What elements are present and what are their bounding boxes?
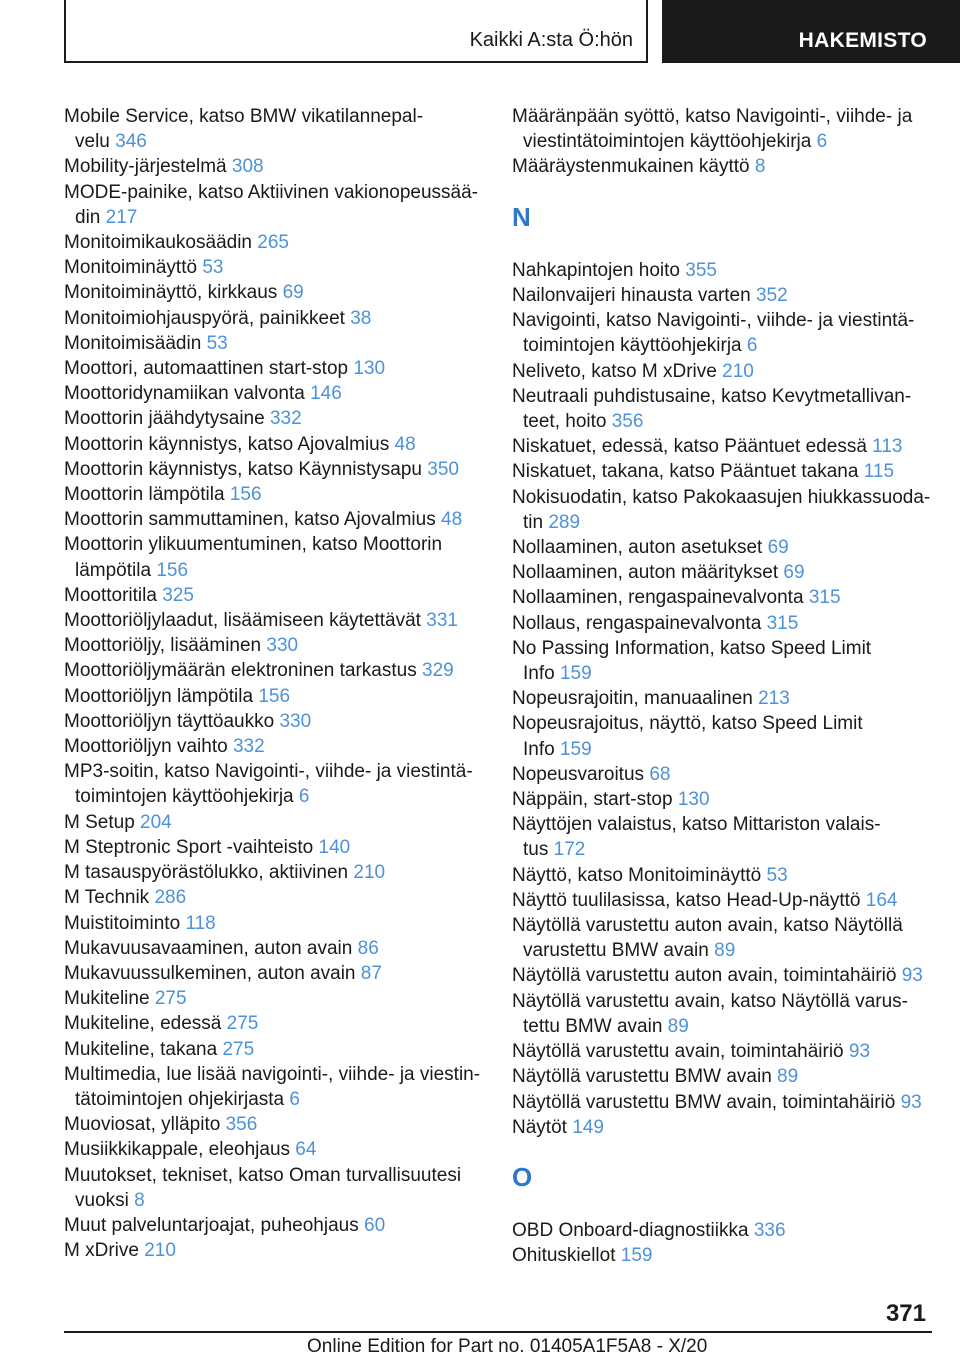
index-entry-text: Multimedia, lue lisää navigointi-, viihde- ja viestin- (64, 1063, 481, 1085)
index-entry-continuation: tus (523, 839, 549, 861)
index-entry (64, 230, 484, 255)
index-entry (64, 1062, 484, 1112)
page-reference-link[interactable]: 48 (394, 433, 416, 455)
index-entry-continuation: din (75, 206, 101, 228)
index-entry (64, 507, 484, 532)
index-entry-text: Monitoimisäädin (64, 332, 202, 354)
index-entry-text: Nollaaminen, rengaspainevalvonta (512, 587, 804, 609)
index-entry (64, 381, 484, 406)
page-reference-link[interactable]: 352 (755, 285, 788, 306)
index-entry-text: Mukavuusavaaminen, auton avain (64, 937, 353, 959)
page-reference-link[interactable]: 130 (353, 358, 386, 380)
index-entry (64, 961, 484, 986)
index-entry (64, 457, 484, 482)
index-entry-text: Musiikkikappale, eleohjaus (64, 1139, 291, 1161)
index-entry (64, 583, 484, 608)
page-reference-link[interactable]: 159 (559, 663, 592, 685)
page-reference-link[interactable]: 140 (318, 836, 351, 858)
index-entry (512, 384, 932, 434)
index-entry-text: MP3-soitin, katso Navigointi-, viihde- ja viestintä- (64, 761, 473, 783)
page-reference-link[interactable]: 156 (229, 484, 262, 506)
index-entry (512, 863, 932, 888)
index-entry (512, 1243, 932, 1268)
page-reference-link[interactable]: 53 (202, 257, 224, 279)
page-reference-link[interactable]: 64 (295, 1139, 317, 1161)
index-entry (64, 860, 484, 885)
page-reference-link[interactable]: 275 (154, 988, 187, 1010)
page-reference-link[interactable]: 48 (441, 509, 463, 531)
index-entry-text: Nokisuodatin, katso Pakokaasujen hiukkassuoda- (512, 486, 931, 508)
page-reference-link[interactable]: 350 (427, 458, 459, 480)
page-reference-link[interactable]: 275 (222, 1038, 255, 1060)
page-number: 371 (885, 1300, 926, 1327)
index-entry (64, 658, 484, 683)
index-entry-text: Moottori, automaattinen start-stop (64, 358, 349, 380)
index-entry (64, 432, 484, 457)
page-reference-link[interactable]: 329 (422, 660, 454, 682)
index-entry (512, 359, 932, 384)
page-reference-link[interactable]: 6 (746, 335, 758, 357)
index-entry-text: Mukavuussulkeminen, auton avain (64, 962, 356, 984)
index-entry-continuation: varustettu BMW avain (523, 940, 709, 962)
tab-active-label: HAKEMISTO (798, 29, 927, 52)
page-reference-link[interactable]: 355 (685, 259, 717, 281)
index-entry-text: Moottorin sammuttaminen, katso Ajovalmius (64, 509, 436, 531)
index-entry-text: Muoviosat, ylläpito (64, 1114, 221, 1136)
index-entry (64, 331, 484, 356)
index-entry (512, 1090, 932, 1115)
index-entry-continuation: lämpötila (75, 559, 152, 581)
index-entry-text: M tasauspyörästölukko, aktiivinen (64, 862, 349, 884)
index-entry-text: No Passing Information, katso Speed Limit (512, 637, 872, 659)
index-entry-continuation: tätoimintojen ohjekirjasta (75, 1088, 285, 1110)
page-reference-link[interactable]: 89 (667, 1015, 689, 1037)
index-entry-text: Nollaus, rengaspainevalvonta (512, 612, 762, 634)
index-column-right (512, 104, 932, 1269)
index-entry (64, 1163, 484, 1213)
page-reference-link[interactable]: 356 (611, 411, 644, 433)
index-entry (512, 585, 932, 610)
index-entry-text: Näyttö, katso Monitoiminäyttö (512, 864, 762, 886)
page-reference-link[interactable]: 146 (310, 383, 342, 405)
index-entry-text: Määränpään syöttö, katso Navigointi-, viihde- ja (512, 106, 913, 127)
index-entry (64, 936, 484, 961)
index-entry (64, 835, 484, 860)
index-entry-continuation: Info (523, 738, 555, 760)
index-entry (64, 356, 484, 381)
page-reference-link[interactable]: 118 (185, 912, 216, 934)
index-entry-continuation: tin (523, 511, 544, 533)
index-entry-text: Moottorin ylikuumentuminen, katso Moottorin (64, 534, 443, 556)
page-reference-link[interactable]: 130 (677, 789, 710, 811)
index-entry-continuation: toimintojen käyttöohjekirja (75, 786, 294, 808)
page-reference-link[interactable]: 330 (279, 710, 312, 732)
index-entry (64, 180, 484, 230)
page-reference-link[interactable]: 69 (767, 537, 789, 559)
index-section-letter: O (512, 1161, 533, 1192)
index-entry-text: Monitoimiohjauspyörä, painikkeet (64, 307, 345, 329)
index-entry-text: Mukiteline, edessä (64, 1013, 222, 1035)
index-entry-text: Näytöllä varustettu BMW avain, toimintahäiriö (512, 1091, 896, 1113)
page-reference-link[interactable]: 6 (816, 131, 828, 153)
index-entry (64, 1238, 484, 1263)
index-entry-text: Moottorin jäähdytysaine (64, 408, 265, 430)
index-entry-text: Määräystenmukainen käyttö (512, 156, 750, 178)
index-entry-continuation: Info (523, 663, 555, 685)
index-entry-text: Niskatuet, edessä, katso Pääntuet edessä (512, 436, 867, 458)
page-reference-link[interactable]: 286 (154, 887, 187, 909)
index-entry-text: Nollaaminen, auton määritykset (512, 562, 779, 584)
index-entry-text: Nopeusvaroitus (512, 763, 645, 785)
index-entry (64, 104, 484, 154)
page-reference-link[interactable]: 89 (714, 940, 736, 962)
index-entry (512, 308, 932, 358)
index-entry-text: Moottorin lämpötila (64, 484, 225, 506)
footer-divider (64, 1331, 932, 1333)
index-entry (512, 787, 932, 812)
index-entry (64, 154, 484, 179)
index-entry (512, 258, 932, 283)
index-entry-text: Moottoriöljyn lämpötila (64, 685, 254, 707)
index-entry-text: Nopeusrajoitin, manuaalinen (512, 688, 753, 710)
page-reference-link[interactable]: 38 (350, 307, 372, 329)
index-entry-text: Näytöllä varustettu auton avain, toimintahäiriö (512, 965, 897, 987)
index-entry (512, 485, 932, 535)
index-entry (64, 734, 484, 759)
index-entry-text: Moottoriöljy, lisääminen (64, 635, 262, 657)
page-reference-link[interactable]: 89 (777, 1066, 799, 1088)
page-reference-link[interactable]: 159 (559, 738, 592, 760)
index-entry (64, 709, 484, 734)
index-entry-text: Moottoriöljymäärän elektroninen tarkastus (64, 660, 417, 682)
page-reference-link[interactable]: 60 (364, 1214, 386, 1236)
index-section-letter: N (512, 201, 531, 232)
footer-edition (307, 1336, 707, 1358)
index-entry (64, 885, 484, 910)
page-reference-link[interactable]: 275 (226, 1013, 259, 1035)
index-entry (64, 684, 484, 709)
index-entry (512, 989, 932, 1039)
page-reference-link[interactable]: 172 (553, 839, 586, 861)
index-entry-text: Mukiteline (64, 988, 150, 1010)
index-entry-text: Muut palveluntarjoajat, puheohjaus (64, 1214, 359, 1236)
page-reference-link[interactable]: 210 (144, 1240, 176, 1262)
index-entry (512, 963, 932, 988)
index-entry (512, 888, 932, 913)
page-reference-link[interactable]: 156 (156, 559, 189, 581)
index-entry-text: Moottoriöljyn vaihto (64, 736, 228, 758)
index-entry (64, 1213, 484, 1238)
index-entry-text: Mobile Service, katso BMW vikatilannepal- (64, 106, 424, 127)
page-reference-link[interactable]: 204 (140, 811, 172, 833)
index-entry (512, 812, 932, 862)
index-entry-text: Moottoridynamiikan valvonta (64, 383, 305, 405)
index-entry (64, 986, 484, 1011)
page-reference-link[interactable]: 164 (865, 889, 898, 911)
index-entry (512, 154, 932, 179)
page-reference-link[interactable]: 115 (863, 461, 895, 483)
index-entry-text: M Setup (64, 811, 135, 833)
index-entry (512, 459, 932, 484)
index-entry-continuation: velu (75, 131, 110, 153)
page-reference-link[interactable]: 113 (872, 436, 903, 458)
index-entry-text: Moottoriöljyn täyttöaukko (64, 710, 275, 732)
index-entry (512, 636, 932, 686)
index-entry-continuation: toimintojen käyttöohjekirja (523, 335, 742, 357)
page-reference-link[interactable]: 69 (282, 282, 304, 304)
index-entry-continuation: teet, hoito (523, 411, 607, 433)
header-tabs (0, 0, 960, 66)
index-entry-text: Näyttö tuulilasissa, katso Head-Up-näyttö (512, 889, 861, 911)
page-reference-link[interactable]: 332 (269, 408, 302, 430)
page-reference-link[interactable]: 331 (426, 610, 458, 632)
page-reference-link[interactable]: 336 (753, 1220, 786, 1242)
index-entry (64, 810, 484, 835)
index-entry (512, 535, 932, 560)
index-entry (64, 608, 484, 633)
index-entry (64, 280, 484, 305)
index-entry-text: Näyttöjen valaistus, katso Mittariston valais- (512, 814, 881, 836)
index-entry (512, 913, 932, 963)
index-entry (64, 1112, 484, 1137)
page-reference-link[interactable]: 308 (231, 156, 264, 178)
index-entry (64, 255, 484, 280)
page-reference-link[interactable]: 87 (360, 962, 382, 984)
page-reference-link[interactable]: 6 (298, 786, 310, 808)
page-reference-link[interactable]: 217 (105, 206, 138, 228)
page-reference-link[interactable]: 210 (353, 862, 386, 884)
tab-index-active[interactable] (662, 0, 960, 63)
index-entry-text: Näppäin, start-stop (512, 789, 673, 811)
index-entry (512, 686, 932, 711)
page-reference-link[interactable]: 346 (115, 131, 147, 153)
page-reference-link[interactable]: 356 (225, 1114, 258, 1136)
index-entry (512, 1218, 932, 1243)
page-reference-link[interactable]: 53 (206, 332, 228, 354)
footer-edition-text: Online Edition for Part no. 01405A1F5A8 - X/20 (307, 1336, 708, 1357)
index-entry-text: Näytöllä varustettu avain, katso Näytöllä varus- (512, 990, 909, 1012)
index-entry-text: Muistitoiminto (64, 912, 181, 934)
index-entry-text: Monitoimikaukosäädin (64, 232, 252, 254)
tab-index-label: Kaikki A:sta Ö:hön (469, 29, 633, 51)
index-entry (512, 762, 932, 787)
index-entry-text: Moottorin käynnistys, katso Ajovalmius (64, 433, 390, 455)
page-reference-link[interactable]: 159 (620, 1245, 653, 1267)
page-reference-link[interactable]: 8 (134, 1189, 145, 1211)
page-reference-link[interactable]: 315 (808, 587, 841, 609)
index-entry-text: Monitoiminäyttö, kirkkaus (64, 282, 278, 304)
index-entry (64, 759, 484, 809)
index-entry-text: Näytöllä varustettu BMW avain (512, 1066, 772, 1088)
index-entry (512, 283, 932, 308)
index-entry (64, 482, 484, 507)
index-entry-text: Nopeusrajoitus, näyttö, katso Speed Limit (512, 713, 863, 735)
page-reference-link[interactable]: 289 (548, 511, 581, 533)
page-reference-link[interactable]: 86 (357, 937, 379, 959)
page-reference-link[interactable]: 213 (758, 688, 790, 710)
page-reference-link[interactable]: 325 (162, 584, 194, 606)
index-entry-text: Navigointi, katso Navigointi-, viihde- ja viestintä- (512, 310, 915, 332)
page-reference-link[interactable]: 210 (722, 360, 754, 382)
page-reference-link[interactable]: 330 (266, 635, 299, 657)
index-entry-text: Ohituskiellot (512, 1245, 616, 1267)
index-entry (64, 532, 484, 582)
index-entry (512, 560, 932, 585)
index-entry-text: Nahkapintojen hoito (512, 259, 680, 281)
index-entry-text: Monitoiminäyttö (64, 257, 198, 279)
index-entry-text: Mobility-järjestelmä (64, 156, 227, 178)
index-entry-text: Näytöllä varustettu auton avain, katso Näytöllä (512, 915, 903, 937)
index-entry-continuation: viestintätoimintojen käyttöohjekirja (523, 131, 812, 153)
index-entry-text: Moottoritila (64, 584, 157, 606)
index-entry (512, 1064, 932, 1089)
index-entry-continuation: tettu BMW avain (523, 1015, 663, 1037)
page-reference-link[interactable]: 332 (232, 736, 265, 758)
index-entry-text: MODE-painike, katso Aktiivinen vakionopeussää- (64, 181, 478, 203)
page-reference-link[interactable]: 68 (649, 763, 671, 785)
index-entry (64, 633, 484, 658)
index-entry-continuation: vuoksi (75, 1189, 129, 1211)
page-reference-link[interactable]: 149 (572, 1116, 604, 1138)
index-entry-text: Niskatuet, takana, katso Pääntuet takana (512, 461, 859, 483)
page-reference-link[interactable]: 93 (848, 1041, 871, 1063)
index-entry-text: Mukiteline, takana (64, 1038, 218, 1060)
index-entry (64, 306, 484, 331)
index-entry (512, 1115, 932, 1140)
index-entry (64, 1037, 484, 1062)
index-entry-text: M xDrive (64, 1240, 139, 1262)
page-reference-link[interactable]: 8 (754, 156, 766, 178)
page-reference-link[interactable]: 265 (257, 232, 289, 254)
page-reference-link[interactable]: 315 (766, 612, 799, 634)
index-entry-text: M Steptronic Sport -vaihteisto (64, 836, 314, 858)
page-reference-link[interactable]: 6 (289, 1088, 300, 1110)
index-entry (64, 911, 484, 936)
index-entry (512, 104, 932, 154)
index-entry-text: Näytöt (512, 1116, 567, 1138)
index-entry (64, 406, 484, 431)
page-reference-link[interactable]: 53 (766, 864, 788, 886)
index-entry-text: Muutokset, tekniset, katso Oman turvallisuutesi (64, 1164, 462, 1186)
index-entry-text: Neliveto, katso M xDrive (512, 360, 717, 382)
index-entry (512, 611, 932, 636)
index-entry-text: Moottoriöljylaadut, lisäämiseen käytettävät (64, 610, 421, 632)
index-entry-text: Neutraali puhdistusaine, katso Kevytmetallivan- (512, 385, 912, 407)
tab-index-a-z[interactable] (64, 0, 648, 63)
index-column-left (64, 104, 484, 1263)
index-entry-text: Nailonvaijeri hinausta varten (512, 285, 751, 306)
index-entry-text: Nollaaminen, auton asetukset (512, 537, 763, 559)
index-entry-text: Moottorin käynnistys, katso Käynnistysapu (64, 458, 423, 480)
index-entry (64, 1011, 484, 1036)
page-reference-link[interactable]: 69 (783, 562, 805, 584)
index-entry-text: Näytöllä varustettu avain, toimintahäiriö (512, 1041, 844, 1063)
index-entry (512, 711, 932, 761)
page-reference-link[interactable]: 93 (900, 1091, 922, 1113)
page-reference-link[interactable]: 156 (258, 685, 291, 707)
index-entry (512, 434, 932, 459)
page-reference-link[interactable]: 93 (901, 965, 923, 987)
index-entry-text: M Technik (64, 887, 150, 909)
index-entry (512, 1039, 932, 1064)
index-entry (64, 1137, 484, 1162)
index-entry-text: OBD Onboard-diagnostiikka (512, 1220, 749, 1242)
